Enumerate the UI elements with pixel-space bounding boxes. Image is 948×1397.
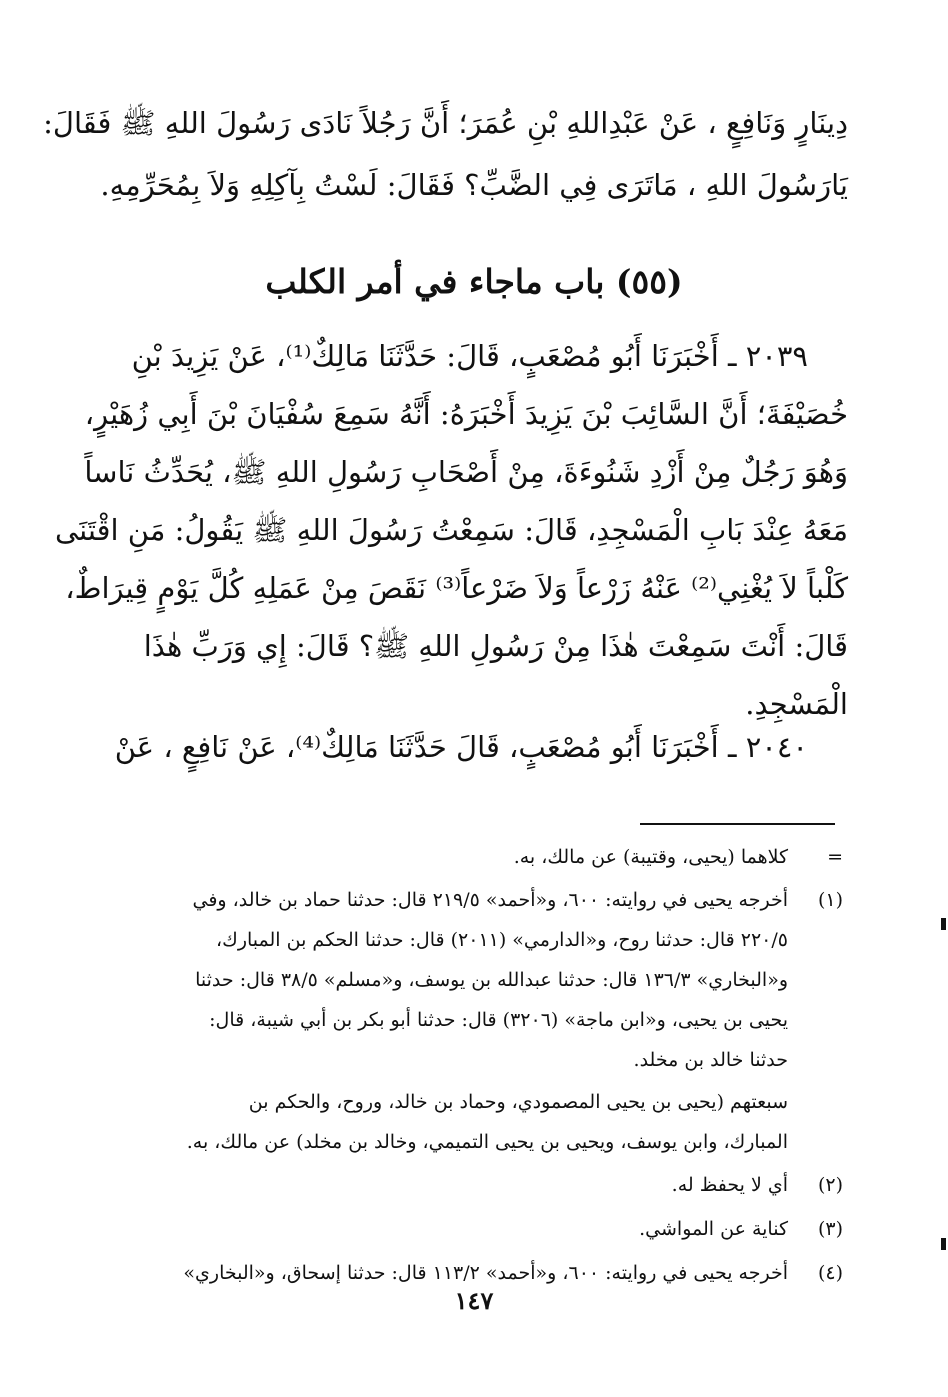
footnote-marker: (٢) [817, 1174, 843, 1196]
text-line: ٢٠٣٩ ـ أَخْبَرَنَا أَبُو مُصْعَبٍ، قَالَ: حَدَّثَنَا مَالِكٌ⁽¹⁾، عَنْ يَزِيدَ بْنِ [131, 339, 808, 373]
footnote-continuation [120, 836, 843, 878]
text-line: ٢٠٤٠ ـ أَخْبَرَنَا أَبُو مُصْعَبٍ، قَالَ حَدَّثَنَا مَالِكٌ⁽⁴⁾، عَنْ نَافِعٍ ، عَنْ [114, 730, 808, 764]
footnote-marker: (١) [817, 889, 843, 911]
text-line: وَهُوَ رَجُلٌ مِنْ أَزْدِ شَنُوءَةَ، مِنْ أَصْحَابِ رَسُولِ اللهِ ﷺ، يُحَدِّثُ نَاساً [84, 455, 848, 489]
footnote-line: أخرجه يحيى في روايته: ٦٠٠، و«أحمد» ٢١٩/٥ قال: حدثنا حماد بن خالد، وفي [192, 889, 788, 911]
hadith-2040 [115, 718, 848, 776]
footnote-line: و«البخاري» ١٣٦/٣ قال: حدثنا عبدالله بن يوسف، و«مسلم» ٣٨/٥ قال: حدثنا [195, 969, 788, 991]
footnote-3 [120, 1208, 843, 1250]
text-line: الْمَسْجِدِ. [745, 687, 848, 721]
footnote-marker: = [827, 846, 843, 868]
continuation-paragraph [43, 92, 848, 216]
footnote-text: أخرجه يحيى في روايته: ٦٠٠، و«أحمد» ١١٣/٢ قال: حدثنا إسحاق، و«البخاري» [183, 1262, 788, 1284]
footnote-text: كلاهما (يحيى، وقتيبة) عن مالك، به. [513, 846, 788, 868]
footnote-text: أي لا يحفظ له. [671, 1174, 788, 1196]
footnote-marker: (٤) [817, 1262, 843, 1284]
footnote-line: يحيى بن يحيى، و«ابن ماجة» (٣٢٠٦) قال: حدثنا أبو بكر بن أبي شيبة، قال: [209, 1009, 788, 1031]
footnote-line: ٢٢٠/٥ قال: حدثنا روح، و«الدارمي» (٢٠١١) قال: حدثنا الحكم بن المبارك، [216, 929, 788, 951]
scan-edge-mark [941, 918, 946, 930]
text-line: دِينَارٍ وَنَافِعٍ ، عَنْ عَبْدِاللهِ بْنِ عُمَرَ؛ أَنَّ رَجُلاً نَادَى رَسُولَ اللهِ ﷺ فَقَالَ: [43, 106, 848, 140]
text-line: مَعَهُ عِنْدَ بَابِ الْمَسْجِدِ، قَالَ: سَمِعْتُ رَسُولَ اللهِ ﷺ يَقُولُ: مَنِ اقْتَنَى [54, 513, 848, 547]
footnote-marker: (٣) [817, 1218, 843, 1240]
footnote-1-continued [120, 1082, 843, 1162]
text-line: قَالَ: أَنْتَ سَمِعْتَ هٰذَا مِنْ رَسُولِ اللهِ ﷺ؟ قَالَ: إِي وَرَبِّ هٰذَا [143, 629, 848, 663]
footnotes [120, 836, 843, 1296]
footnote-line: سبعتهم (يحيى بن يحيى المصمودي، وحماد بن خالد، وروح، والحكم بن [248, 1091, 788, 1113]
text-line: كَلْباً لاَ يُغْنِي⁽²⁾ عَنْهُ زَرْعاً وَلاَ ضَرْعاً⁽³⁾ نَقَصَ مِنْ عَمَلِهِ كُلَّ يَوْمٍ قِيرَاطٌ، [65, 571, 848, 605]
footnote-1 [120, 880, 843, 1080]
footnote-text: كناية عن المواشي. [639, 1218, 788, 1240]
chapter-title: (٥٥) باب ماجاء في أمر الكلب [265, 262, 683, 301]
footnote-line: حدثنا خالد بن مخلد. [633, 1049, 788, 1071]
footnote-line: المبارك، وابن يوسف، ويحيى بن يحيى التميمي، وخالد بن مخلد) عن مالك، به. [186, 1131, 788, 1153]
footnote-divider [640, 823, 835, 825]
hadith-2039 [54, 327, 848, 733]
scan-edge-mark [941, 1238, 946, 1250]
text-line: خُصَيْفَةَ؛ أَنَّ السَّائِبَ بْنَ يَزِيدَ أَخْبَرَهُ: أَنَّهُ سَمِعَ سُفْيَانَ بْنَ أَبِي زُهَيْرٍ، [84, 397, 848, 431]
footnote-2 [120, 1164, 843, 1206]
page-number: ١٤٧ [454, 1286, 494, 1315]
text-line: يَارَسُولَ اللهِ ، مَاتَرَى فِي الضَّبِّ؟ فَقَالَ: لَسْتُ بِآكِلِهِ وَلاَ بِمُحَرِّمِهِ. [100, 168, 848, 202]
